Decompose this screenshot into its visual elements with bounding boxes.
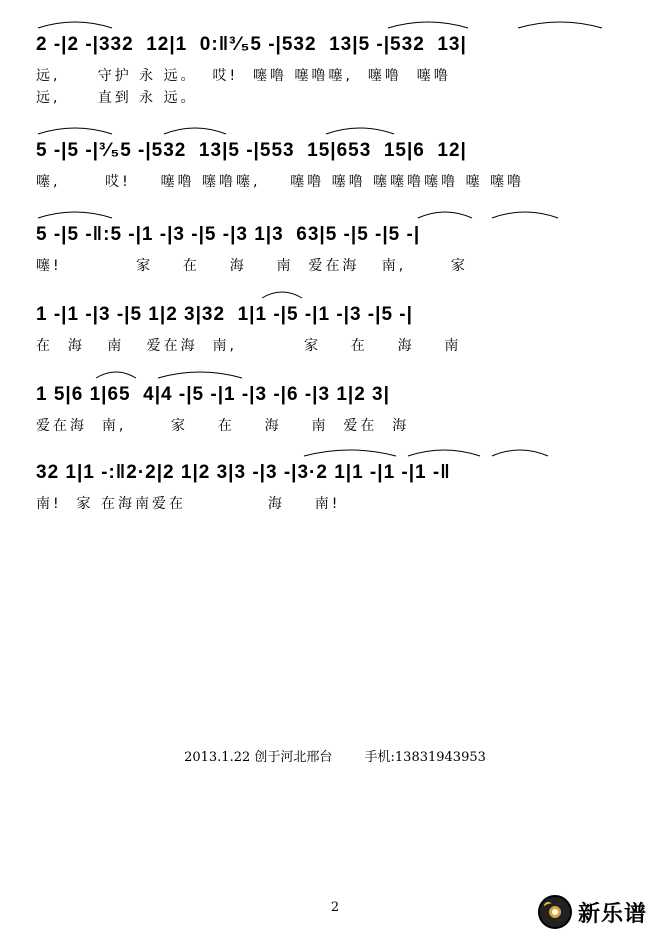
notation-line: 2 -|2 -|332 12|1 0:‖³⁄₅5 -|532 13|5 -|532 13| (36, 34, 467, 55)
slur-marks (0, 204, 670, 220)
lyric-line-1: 在 海 南 爱在海 南, 家 在 海 南 (36, 338, 462, 354)
lyric-line-1: 南! 家 在海南爱在 海 南! (36, 496, 341, 512)
slur-marks (0, 120, 670, 136)
composition-credit (0, 746, 670, 765)
lyric-line-1: 噻, 哎! 噻噜 噻噜噻, 噻噜 噻噜 噻噻噜噻噜 噻 噻噜 (36, 174, 525, 190)
lyric-line-2: 远, 直到 永 远。 (36, 90, 198, 106)
lyric-line-1: 噻! 家 在 海 南 爱在海 南, 家 (36, 258, 468, 274)
slur-marks (0, 284, 670, 300)
phone-number: 手机:13831943953 (364, 750, 486, 765)
lyric-line-1: 远, 守护 永 远。 哎! 噻噜 噻噜噻, 噻噜 噻噜 (36, 68, 451, 84)
date-place: 2013.1.22 创于河北邢台 (184, 750, 333, 765)
notation-line: 1 5|6 1|65 4|4 -|5 -|1 -|3 -|6 -|3 1|2 3| (36, 384, 390, 405)
notation-line: 5 -|5 -|³⁄₅5 -|532 13|5 -|553 15|653 15|6 12| (36, 140, 467, 161)
page-number: 2 (330, 900, 340, 915)
notation-line: 1 -|1 -|3 -|5 1|2 3|32 1|1 -|5 -|1 -|3 -|5 -| (36, 304, 413, 325)
slur-marks (0, 364, 670, 380)
notation-line: 5 -|5 -‖:5 -|1 -|3 -|5 -|3 1|3 63|5 -|5 -|5 -| (36, 224, 421, 245)
logo-text: 新乐谱 (578, 901, 648, 927)
notation-line: 32 1|1 -:‖2·2|2 1|2 3|3 -|3 -|3·2 1|1 -|1 -|1 -‖ (36, 462, 451, 483)
lyric-line-1: 爱在海 南, 家 在 海 南 爱在 海 (36, 418, 410, 434)
slur-marks (0, 442, 670, 458)
site-logo (538, 890, 664, 934)
vinyl-disc-icon (538, 895, 572, 929)
slur-marks (0, 14, 670, 30)
